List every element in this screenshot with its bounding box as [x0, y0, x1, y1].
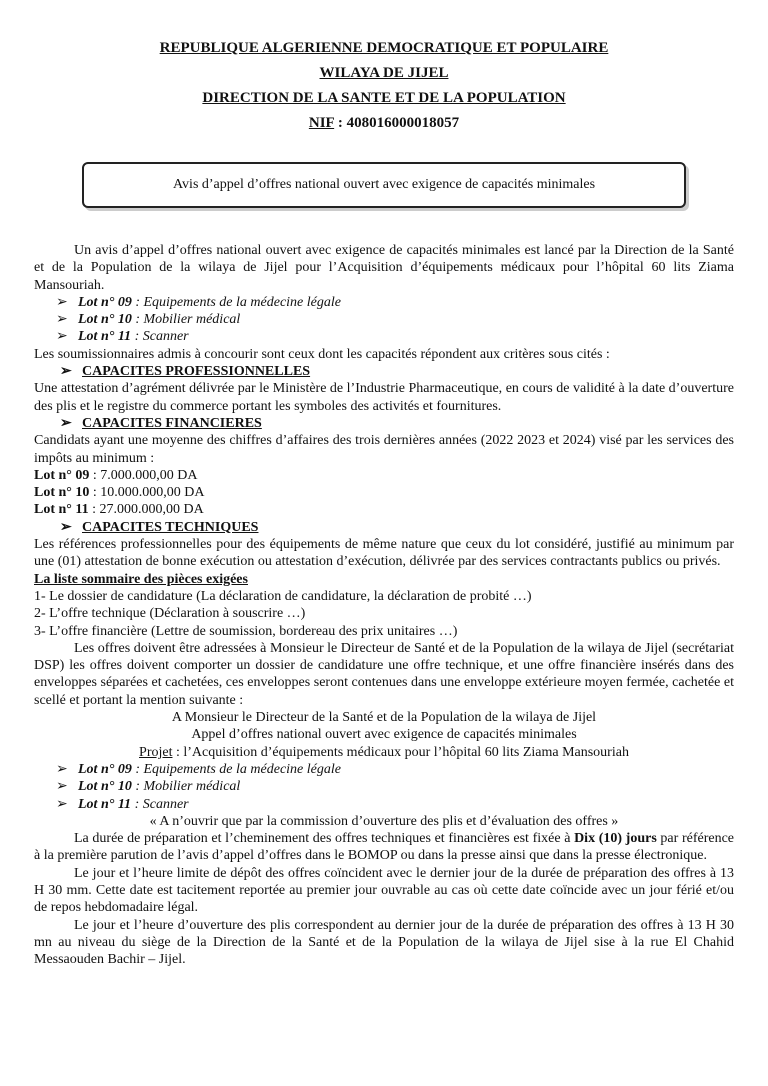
duration-paragraph: La durée de préparation et l’cheminement des offres techniques et financières est fixée à Dix (10) jours par référence à la première parution de l’avis d’appel d’offres dans le BOMOP ou dans la presse ainsi que dans la presse électronique. [34, 831, 734, 864]
technical-text: Les références professionnelles pour des équipements de même nature que ceux du lot considéré, justifié au minimum par une (01) attestation de bonne exécution ou attestation d’exécution, délivrée par des services contractants publics ou privés. [34, 537, 734, 570]
envelope-address: A Monsieur le Directeur de la Santé et de la Population de la wilaya de Jijel [171, 710, 597, 726]
lot-item: ➢ Lot n° 11 : Scanner [56, 796, 189, 812]
arrow-bullet-icon: ➢ [56, 294, 68, 310]
lot-item: ➢ Lot n° 10 : Mobilier médical [56, 779, 241, 795]
header-direction: DIRECTION DE LA SANTE ET DE LA POPULATION [202, 90, 566, 106]
criteria-intro: Les soumissionnaires admis à concourir sont ceux dont les capacités répondent aux critères sous cités : [34, 346, 610, 362]
financial-lot: Lot n° 11 : 27.000.000,00 DA [34, 502, 204, 518]
nif-label: NIF [308, 115, 335, 131]
envelope-notice: « A n’ouvrir que par la commission d’ouverture des plis et d’évaluation des offres » [149, 813, 619, 829]
arrow-bullet-icon: ➢ [56, 312, 68, 328]
opening-paragraph: Le jour et l’heure d’ouverture des plis correspondent au dernier jour de la durée de préparation des offres à 13 H 30 mn au niveau du siège de la Direction de la Santé et de la Population de la wilaya de Jijel sise à la rue El Chahid Messaouden Bachir – Jijel. [34, 917, 734, 968]
envelope-subject: Appel d’offres national ouvert avec exigence de capacités minimales [191, 727, 577, 743]
pieces-heading: La liste sommaire des pièces exigées [34, 571, 248, 587]
notice-title-box [82, 162, 686, 208]
deadline-paragraph: Le jour et l’heure limite de dépôt des offres coïncident avec le dernier jour de la durée de préparation des offres à 13 H 30 mm. Cette date est tacitement reportée au premier jour ouvrable au cas où cette date coïncide avec un jour férié et/ou de repos hebdomadaire légal. [34, 865, 734, 916]
section-heading-professional: ➢ CAPACITES PROFESSIONNELLES [60, 364, 311, 380]
piece-item: 3- L’offre financière (Lettre de soumission, bordereau des prix unitaires …) [34, 623, 458, 639]
professional-text: Une attestation d’agrément délivrée par le Ministère de l’Industrie Pharmaceutique, en cours de validité à la date d’ouverture des plis et le registre du commerce portant les symboles des activités et fournitures. [34, 381, 734, 414]
financial-lot: Lot n° 09 : 7.000.000,00 DA [34, 467, 198, 483]
nif-value: : 408016000018057 [334, 115, 460, 131]
submission-paragraph: Les offres doivent être adressées à Monsieur le Directeur de Santé et de la Population de la wilaya de Jijel (secrétariat DSP) les offres doivent comporter un dossier de candidature une offre technique, et une offre financière insérés dans des enveloppes séparées et cachetées, ces enveloppes seront contenues dans une enveloppe extérieure moyen fermée, cachetée et scellé et portant la mention suivante : [34, 640, 734, 708]
lot-item: ➢ Lot n° 09 : Equipements de la médecine légale [56, 294, 341, 310]
arrow-bullet-icon: ➢ [60, 415, 72, 431]
header-wilaya: WILAYA DE JIJEL [319, 65, 449, 81]
notice-title: Avis d’appel d’offres national ouvert avec exigence de capacités minimales [172, 177, 596, 192]
piece-item: 1- Le dossier de candidature (La déclaration de candidature, la déclaration de probité …) [34, 588, 532, 604]
financial-text: Candidats ayant une moyenne des chiffres d’affaires des trois dernières années (2022 2023 et 2024) visé par les services des impôts au minimum : [34, 433, 734, 466]
envelope-project: Projet : l’Acquisition d’équipements médicaux pour l’hôpital 60 lits Ziama Mansouriah [139, 744, 629, 760]
header-nif [34, 115, 734, 132]
header-republic: REPUBLIQUE ALGERIENNE DEMOCRATIQUE ET POPULAIRE [159, 40, 609, 56]
intro-paragraph: Un avis d’appel d’offres national ouvert avec exigence de capacités minimales est lancé par la Direction de la Santé et de la Population de la wilaya de Jijel pour l’Acquisition d’équipements médicaux pour l’hôpital 60 lits Ziama Mansouriah. [34, 243, 734, 293]
lot-item: ➢ Lot n° 11 : Scanner [56, 329, 189, 345]
financial-lot: Lot n° 10 : 10.000.000,00 DA [34, 485, 205, 501]
arrow-bullet-icon: ➢ [56, 329, 68, 345]
section-heading-technical: ➢ CAPACITES TECHNIQUES [60, 519, 259, 535]
document-body [34, 242, 734, 968]
arrow-bullet-icon: ➢ [56, 779, 68, 795]
lot-item: ➢ Lot n° 10 : Mobilier médical [56, 312, 241, 328]
lot-item: ➢ Lot n° 09 : Equipements de la médecine légale [56, 761, 341, 777]
section-heading-financial: ➢ CAPACITES FINANCIERES [60, 415, 262, 431]
arrow-bullet-icon: ➢ [60, 519, 72, 535]
arrow-bullet-icon: ➢ [56, 761, 68, 777]
piece-item: 2- L’offre technique (Déclaration à souscrire …) [34, 606, 306, 622]
document-header [34, 40, 734, 132]
arrow-bullet-icon: ➢ [60, 364, 72, 380]
arrow-bullet-icon: ➢ [56, 796, 68, 812]
